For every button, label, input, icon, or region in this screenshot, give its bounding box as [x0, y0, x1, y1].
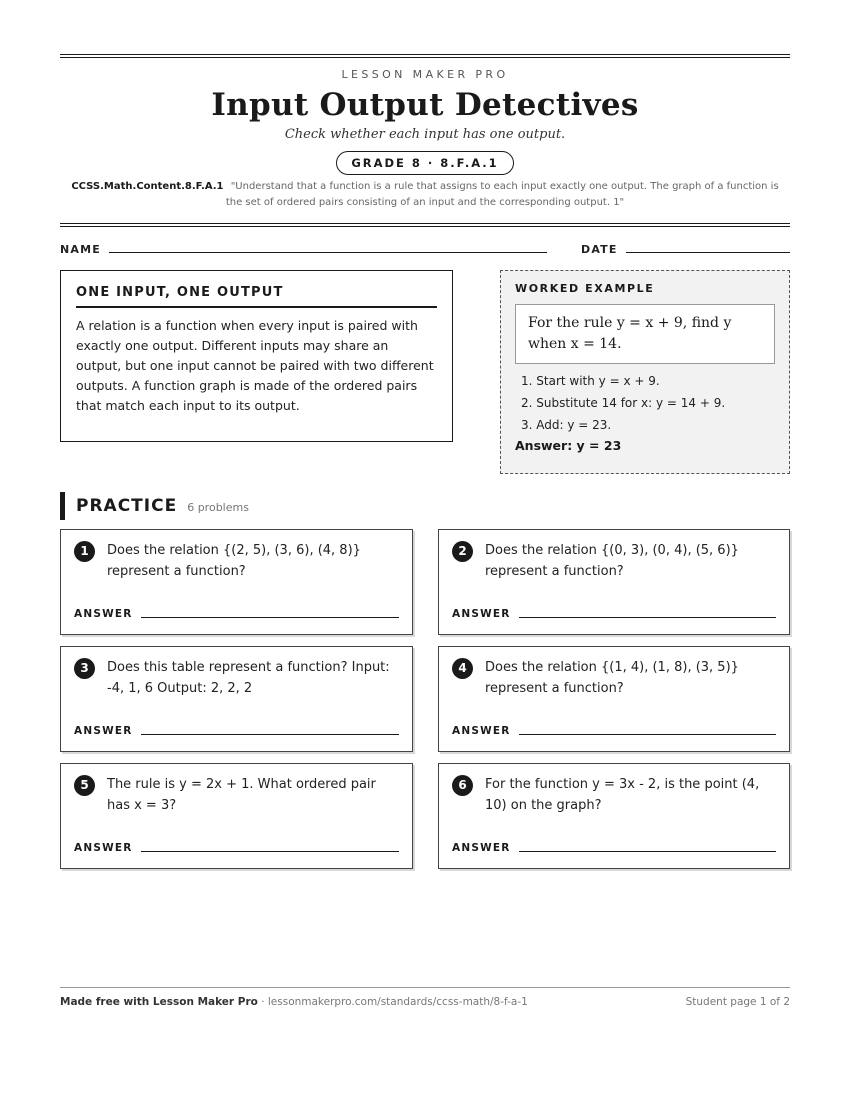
problem-text: Does this table represent a function? Input: -4, 1, 6 Output: 2, 2, 2	[107, 660, 390, 696]
answer-row	[452, 725, 776, 737]
answer-line[interactable]	[519, 617, 776, 618]
concept-body: A relation is a function when every input is paired with exactly one output. Different inputs may share an output, but one input cannot be paired with two different outputs. A function graph is made of the ordered pairs that match each input to its output.	[76, 318, 434, 413]
problem-number-badge: 1	[74, 541, 95, 562]
name-label: NAME	[60, 243, 101, 256]
header-top-rule	[60, 54, 790, 58]
brand-name: LESSON MAKER PRO	[341, 68, 509, 81]
problem-number-badge: 2	[452, 541, 473, 562]
standard-text: "Understand that a function is a rule that assigns to each input exactly one output. The graph of a function is the set of ordered pairs consisting of an input and the corresponding output. 1"	[225, 181, 779, 208]
practice-count: 6 problems	[187, 501, 249, 514]
answer-row	[74, 608, 399, 620]
worked-example-answer: Answer: y = 23	[515, 438, 622, 453]
practice-header	[60, 492, 790, 520]
answer-row	[74, 842, 399, 854]
worksheet-page	[60, 54, 790, 869]
date-label: DATE	[580, 243, 618, 256]
practice-grid	[60, 529, 790, 869]
grade-badge: GRADE 8 · 8.F.A.1	[336, 151, 513, 175]
problem-card-1	[60, 529, 413, 635]
info-row	[60, 270, 790, 474]
problem-number-badge: 5	[74, 775, 95, 796]
worked-example-title: WORKED EXAMPLE	[515, 282, 655, 295]
problem-text: Does the relation {(1, 4), (1, 8), (3, 5)} represent a function?	[485, 660, 739, 696]
student-info-row	[60, 243, 790, 256]
problem-number-badge: 6	[452, 775, 473, 796]
problem-card-3	[60, 646, 413, 752]
footer-credit	[60, 996, 528, 1008]
concept-title: ONE INPUT, ONE OUTPUT	[76, 285, 437, 308]
answer-line[interactable]	[141, 617, 399, 618]
footer-made-with: Made free with Lesson Maker Pro	[60, 996, 258, 1008]
answer-label: ANSWER	[452, 608, 511, 620]
problem-text: Does the relation {(0, 3), (0, 4), (5, 6)} represent a function?	[485, 543, 739, 579]
problem-card-6	[438, 763, 790, 869]
standard-code: CCSS.Math.Content.8.F.A.1	[71, 181, 224, 192]
answer-line[interactable]	[141, 734, 399, 735]
worked-example-step: 1. Start with y = x + 9.	[521, 374, 660, 388]
problem-text: The rule is y = 2x + 1. What ordered pair has x = 3?	[107, 777, 376, 813]
answer-row	[452, 608, 776, 620]
answer-line[interactable]	[141, 851, 399, 852]
date-field-line[interactable]	[626, 251, 790, 253]
answer-label: ANSWER	[452, 842, 511, 854]
answer-label: ANSWER	[74, 608, 133, 620]
worksheet-subtitle: Check whether each input has one output.	[284, 127, 566, 142]
problem-number-badge: 4	[452, 658, 473, 679]
name-field-line[interactable]	[109, 251, 547, 253]
worked-example-steps	[515, 370, 775, 436]
answer-label: ANSWER	[74, 842, 133, 854]
page-footer	[60, 987, 790, 1008]
footer-url: · lessonmakerpro.com/standards/ccss-math/8-f-a-1	[257, 996, 528, 1008]
problem-number-badge: 3	[74, 658, 95, 679]
header-bottom-rule	[60, 223, 790, 227]
worksheet-title: Input Output Detectives	[211, 87, 639, 123]
answer-line[interactable]	[519, 851, 776, 852]
practice-title: PRACTICE	[76, 496, 178, 516]
worked-example-problem: For the rule y = x + 9, find y when x = 14.	[515, 304, 775, 364]
problem-card-4	[438, 646, 790, 752]
problem-text: Does the relation {(2, 5), (3, 6), (4, 8)} represent a function?	[107, 543, 361, 579]
footer-page-number: Student page 1 of 2	[685, 996, 790, 1008]
answer-row	[74, 725, 399, 737]
problem-text: For the function y = 3x - 2, is the point (4, 10) on the graph?	[485, 777, 760, 813]
worked-example-box	[500, 270, 790, 474]
worked-example-step: 3. Add: y = 23.	[521, 418, 612, 432]
standard-description	[60, 179, 790, 211]
answer-row	[452, 842, 776, 854]
answer-label: ANSWER	[74, 725, 133, 737]
answer-line[interactable]	[519, 734, 776, 735]
worked-example-step: 2. Substitute 14 for x: y = 14 + 9.	[521, 396, 726, 410]
answer-label: ANSWER	[452, 725, 511, 737]
concept-box	[60, 270, 453, 442]
problem-card-2	[438, 529, 790, 635]
problem-card-5	[60, 763, 413, 869]
